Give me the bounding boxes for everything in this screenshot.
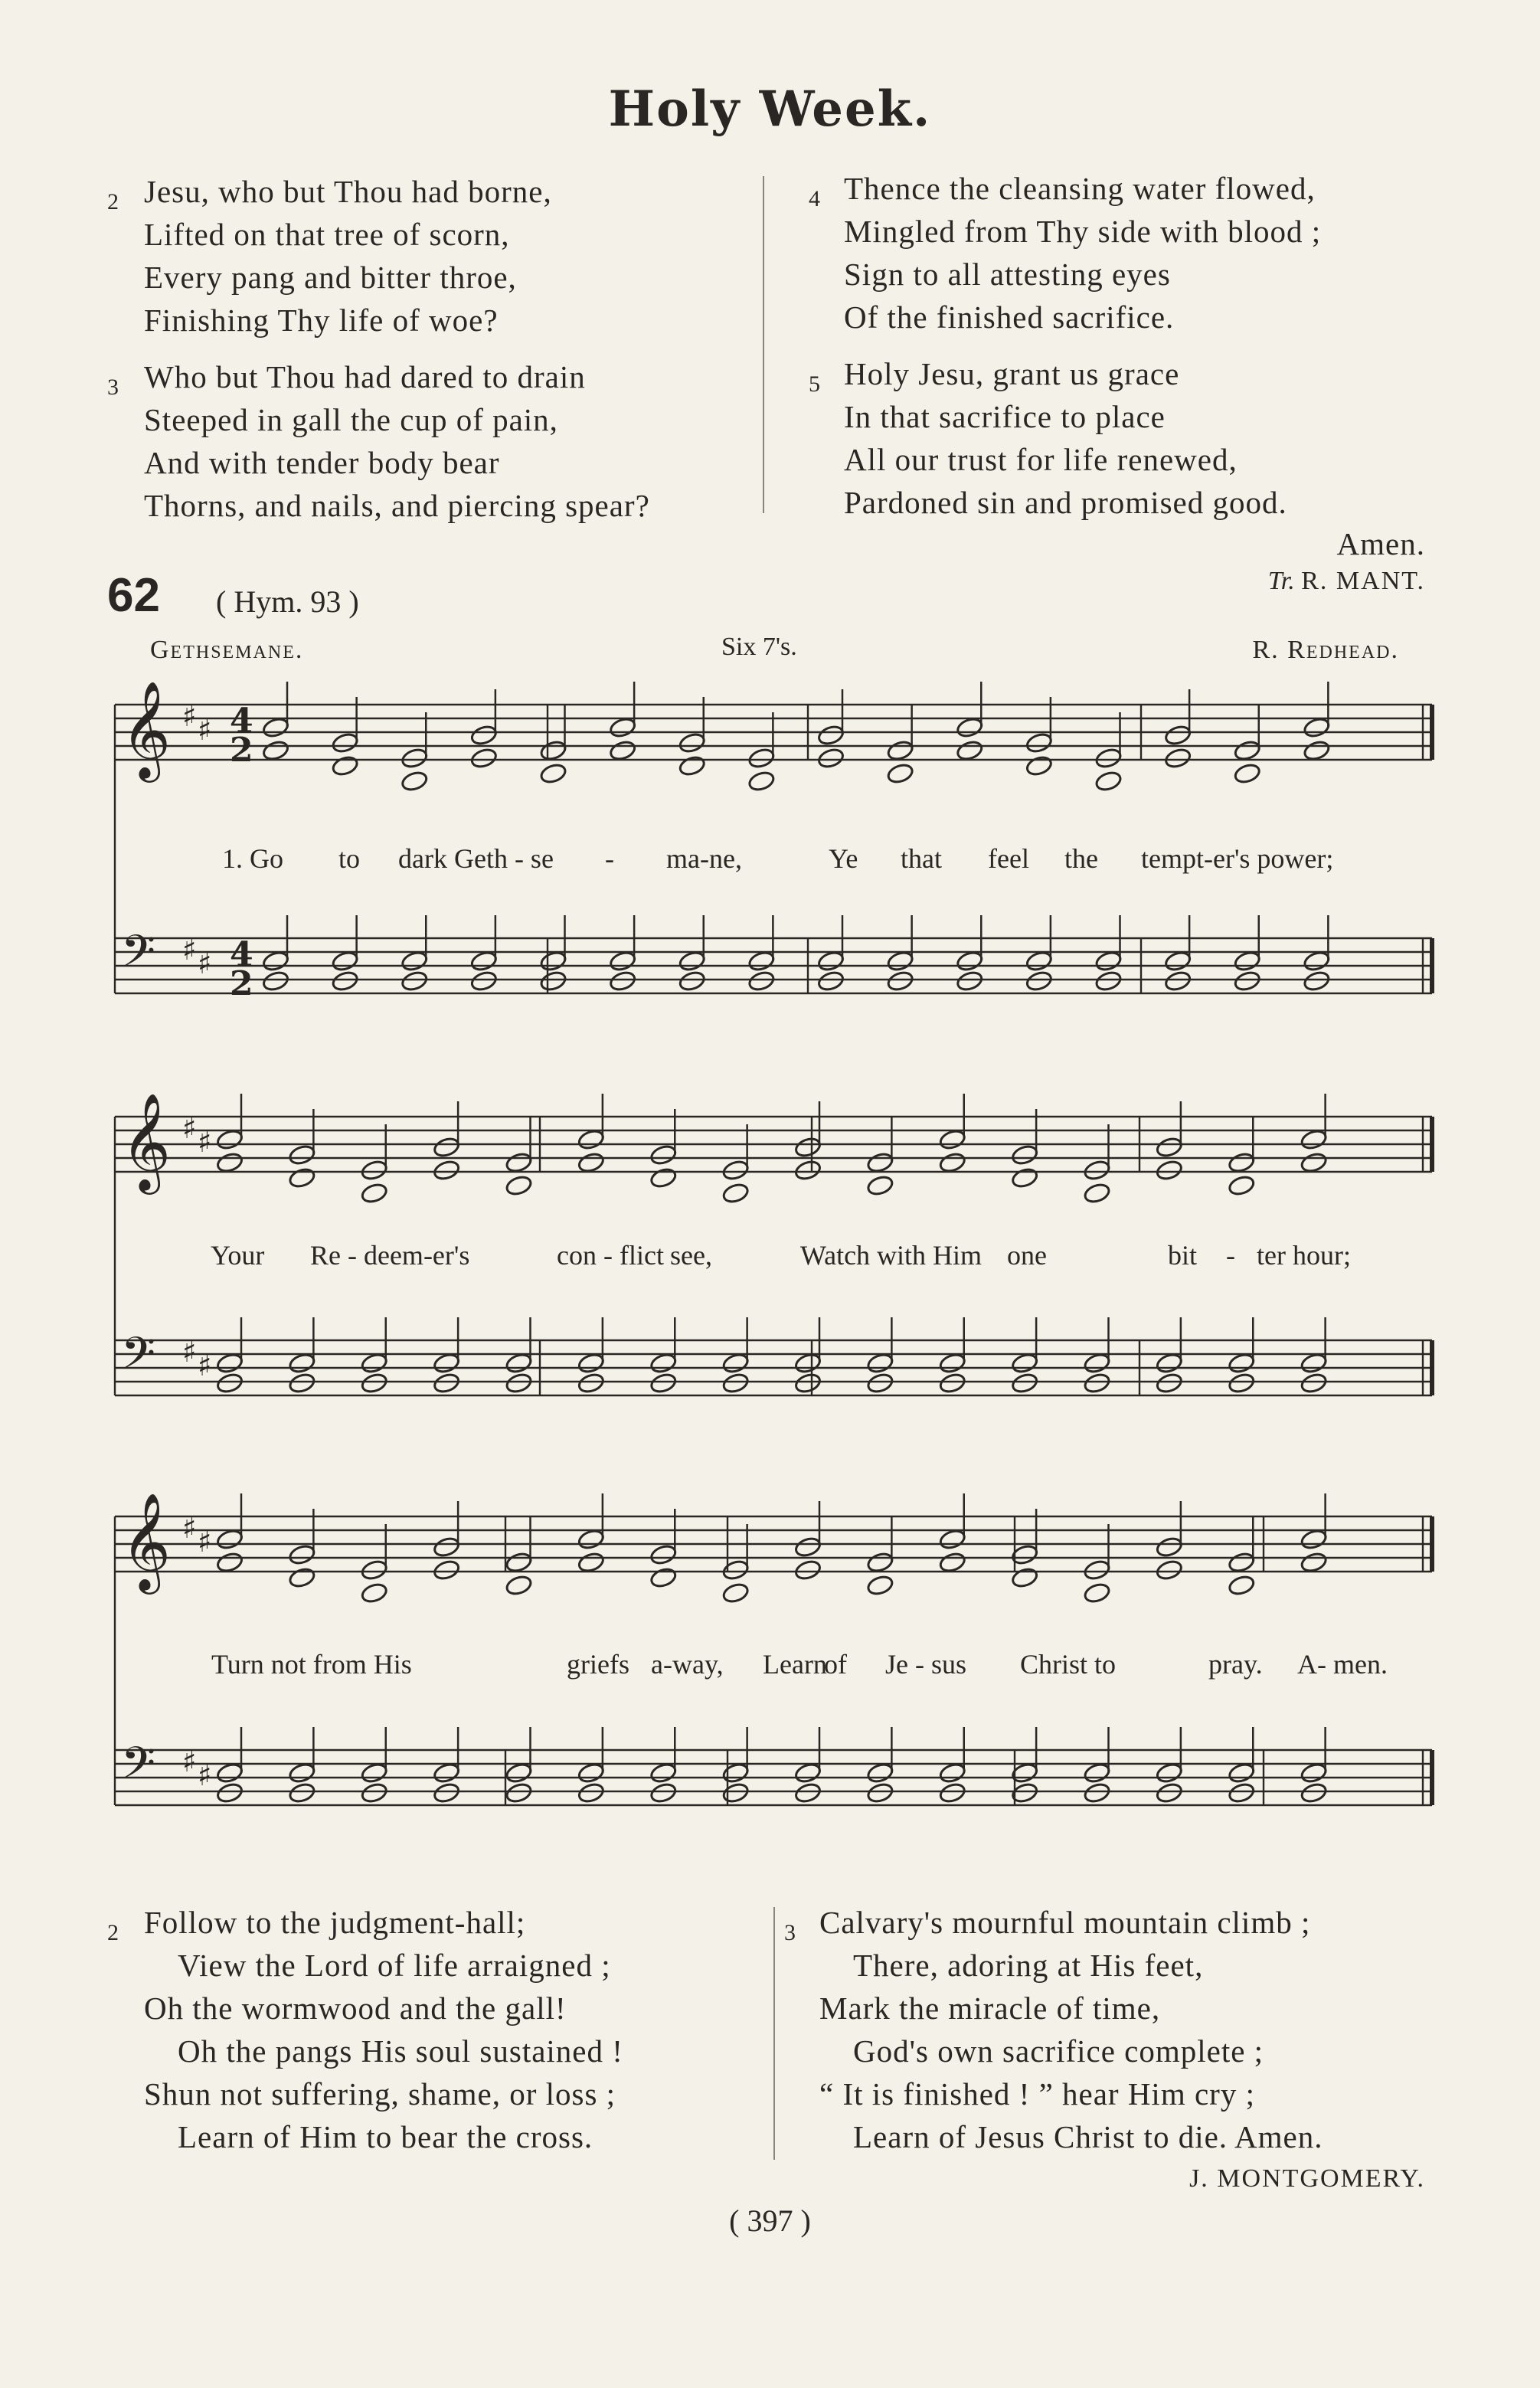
verse-line: Thence the cleansing water flowed, [844, 171, 1316, 206]
lyric-syllable: Je - sus [885, 1649, 966, 1680]
note-head-icon [747, 747, 776, 770]
page-number: ( 397 ) [729, 2203, 811, 2238]
verse-2-lower [107, 1901, 623, 2158]
note-head-icon [817, 950, 845, 973]
note-head-icon [433, 1781, 461, 1804]
sharp-icon: ♯ [198, 947, 212, 980]
lyric-syllable: Learn [763, 1649, 827, 1680]
lyric-syllable: A- men. [1297, 1649, 1388, 1680]
sharp-icon: ♯ [182, 1335, 197, 1369]
treble-clef-icon: 𝄞 [121, 1492, 172, 1590]
note-head-icon [1011, 1372, 1039, 1395]
note-head-icon [360, 1582, 388, 1605]
author-credit: J. MONTGOMERY. [1189, 2164, 1425, 2193]
note-head-icon [1300, 1528, 1328, 1551]
verse-number: 3 [107, 375, 119, 400]
verse-line: Sign to all attesting eyes [844, 257, 1171, 292]
note-head-icon [577, 1781, 605, 1804]
verse-line: Every pang and bitter throe, [144, 260, 517, 295]
time-signature-icon: 4 [230, 935, 253, 974]
verse-line: Thorns, and nails, and piercing spear? [144, 488, 650, 523]
note-head-icon [577, 1151, 605, 1174]
note-head-icon [649, 1166, 678, 1189]
note-head-icon [1300, 1151, 1328, 1174]
note-head-icon [577, 1551, 605, 1574]
note-head-icon [1164, 950, 1192, 973]
note-head-icon [794, 1781, 822, 1804]
bass-clef-icon: 𝄢 [121, 925, 156, 988]
note-head-icon [956, 716, 984, 739]
lyric-syllable: tempt-er's power; [1141, 843, 1334, 874]
note-head-icon [1300, 1781, 1328, 1804]
note-head-icon [505, 1352, 533, 1375]
note-head-icon [649, 1352, 678, 1375]
lyrics-line-2 [211, 1239, 1405, 1276]
note-head-icon [505, 1151, 533, 1174]
note-head-icon [469, 970, 498, 993]
note-head-icon [216, 1551, 244, 1574]
lyric-syllable: the [1064, 843, 1098, 874]
note-head-icon [866, 1551, 894, 1574]
lyric-syllable: Ye [829, 843, 858, 874]
note-head-icon [721, 1781, 750, 1804]
note-head-icon [288, 1566, 316, 1589]
note-head-icon [1083, 1762, 1111, 1784]
lyric-syllable: a-way, [651, 1649, 724, 1680]
note-head-icon [886, 739, 914, 762]
note-head-icon [747, 950, 776, 973]
note-head-icon [401, 950, 429, 973]
note-head-icon [360, 1352, 388, 1375]
note-head-icon [1083, 1582, 1111, 1605]
note-head-icon [288, 1762, 316, 1784]
note-head-icon [886, 950, 914, 973]
note-head-icon [956, 739, 984, 762]
lyric-syllable: of [824, 1649, 847, 1680]
note-head-icon [1083, 1159, 1111, 1182]
treble-clef-icon: 𝄞 [121, 1092, 172, 1190]
note-head-icon [866, 1762, 894, 1784]
note-head-icon [938, 1372, 966, 1395]
note-head-icon [1233, 970, 1261, 993]
verse-line: All our trust for life renewed, [844, 442, 1238, 477]
note-head-icon [1303, 739, 1331, 762]
verse-number: 3 [784, 1920, 796, 1945]
note-head-icon [1094, 950, 1123, 973]
note-head-icon [1300, 1762, 1328, 1784]
sharp-icon: ♯ [198, 713, 212, 747]
note-head-icon [817, 724, 845, 747]
lyric-syllable: to [338, 843, 361, 874]
note-head-icon [794, 1536, 822, 1559]
note-head-icon [1083, 1352, 1111, 1375]
note-head-icon [360, 1372, 388, 1395]
note-head-icon [331, 950, 359, 973]
note-head-icon [539, 739, 567, 762]
note-head-icon [577, 1372, 605, 1395]
note-head-icon [678, 970, 706, 993]
lyric-syllable: griefs [567, 1649, 629, 1680]
verse-line: Jesu, who but Thou had borne, [144, 174, 552, 209]
lyric-syllable: Christ to [1020, 1649, 1117, 1680]
lyric-syllable: feel [988, 843, 1029, 874]
verse-number: 2 [107, 189, 119, 214]
time-signature-icon: 2 [230, 731, 253, 770]
lyric-syllable: 1. Go [222, 843, 283, 874]
note-head-icon [649, 1143, 678, 1166]
note-head-icon [1094, 747, 1123, 770]
verse-line: Lifted on that tree of scorn, [144, 217, 510, 252]
sharp-icon: ♯ [182, 699, 197, 733]
note-head-icon [938, 1762, 966, 1784]
lyric-syllable: con - flict [557, 1240, 664, 1271]
note-head-icon [1164, 970, 1192, 993]
note-head-icon [1233, 739, 1261, 762]
note-head-icon [288, 1166, 316, 1189]
sharp-icon: ♯ [198, 1758, 212, 1792]
note-head-icon [1228, 1574, 1256, 1597]
note-head-icon [609, 950, 637, 973]
note-head-icon [1083, 1372, 1111, 1395]
note-head-icon [678, 754, 706, 777]
verse-line: Oh the pangs His soul sustained ! [178, 2033, 623, 2069]
verse-line: Holy Jesu, grant us grace [844, 356, 1180, 391]
note-head-icon [401, 747, 429, 770]
note-head-icon [649, 1543, 678, 1566]
note-head-icon [288, 1372, 316, 1395]
note-head-icon [216, 1128, 244, 1151]
note-head-icon [1228, 1174, 1256, 1197]
note-head-icon [401, 770, 429, 793]
note-head-icon [288, 1352, 316, 1375]
note-head-icon [1025, 970, 1053, 993]
note-head-icon [539, 970, 567, 993]
note-head-icon [262, 739, 290, 762]
note-head-icon [433, 1762, 461, 1784]
note-head-icon [360, 1182, 388, 1205]
note-head-icon [1155, 1159, 1183, 1182]
note-head-icon [866, 1151, 894, 1174]
sharp-icon: ♯ [198, 1125, 212, 1159]
column-divider [773, 1907, 775, 2160]
lyric-syllable: dark Geth - se [398, 843, 554, 874]
note-head-icon [1155, 1559, 1183, 1582]
note-head-icon [1155, 1352, 1183, 1375]
note-head-icon [938, 1551, 966, 1574]
time-signature-icon: 2 [230, 964, 253, 1003]
verse-line: Steeped in gall the cup of pain, [144, 402, 558, 437]
composer: R. Redhead. [1252, 636, 1399, 664]
sharp-icon: ♯ [198, 1349, 212, 1382]
note-head-icon [433, 1352, 461, 1375]
lyric-syllable: Your [211, 1240, 265, 1271]
note-head-icon [747, 770, 776, 793]
note-head-icon [262, 970, 290, 993]
note-head-icon [288, 1143, 316, 1166]
lyrics-line-1 [222, 842, 1417, 879]
note-head-icon [1011, 1166, 1039, 1189]
note-head-icon [886, 970, 914, 993]
sharp-icon: ♯ [182, 1511, 197, 1545]
note-head-icon [866, 1574, 894, 1597]
bass-clef-icon: 𝄢 [121, 1327, 156, 1390]
note-head-icon [1233, 950, 1261, 973]
credit-prefix: Tr. [1267, 567, 1295, 595]
note-head-icon [609, 716, 637, 739]
treble-clef-icon: 𝄞 [121, 680, 172, 778]
verse-number: 5 [809, 371, 821, 397]
note-head-icon [433, 1559, 461, 1582]
note-head-icon [721, 1159, 750, 1182]
note-head-icon [1233, 762, 1261, 785]
note-head-icon [1228, 1352, 1256, 1375]
note-head-icon [216, 1528, 244, 1551]
verse-line: Learn of Jesus Christ to die. Amen. [853, 2119, 1323, 2154]
note-head-icon [1155, 1536, 1183, 1559]
verse-line: Of the finished sacrifice. [844, 299, 1175, 335]
note-head-icon [956, 970, 984, 993]
note-head-icon [401, 970, 429, 993]
lyric-syllable: pray. [1208, 1649, 1263, 1680]
note-head-icon [216, 1372, 244, 1395]
note-head-icon [360, 1159, 388, 1182]
lyric-syllable: - [605, 843, 614, 874]
note-head-icon [469, 950, 498, 973]
sharp-icon: ♯ [182, 1745, 197, 1778]
note-head-icon [360, 1762, 388, 1784]
verse-line: Follow to the judgment-hall; [144, 1905, 526, 1940]
note-head-icon [331, 731, 359, 754]
note-head-icon [649, 1762, 678, 1784]
verse-3-lower [784, 1901, 1323, 2158]
note-head-icon [505, 1781, 533, 1804]
verse-line: In that sacrifice to place [844, 399, 1166, 434]
note-head-icon [1083, 1182, 1111, 1205]
note-head-icon [1228, 1781, 1256, 1804]
amen-upper: Amen. [1336, 526, 1425, 561]
note-head-icon [886, 762, 914, 785]
note-head-icon [433, 1159, 461, 1182]
verse-line: God's own sacrifice complete ; [853, 2033, 1264, 2069]
note-head-icon [216, 1781, 244, 1804]
note-head-icon [262, 950, 290, 973]
note-head-icon [433, 1136, 461, 1159]
note-head-icon [794, 1136, 822, 1159]
note-head-icon [938, 1128, 966, 1151]
note-head-icon [1094, 970, 1123, 993]
note-head-icon [817, 747, 845, 770]
verse-line: “ It is finished ! ” hear Him cry ; [819, 2076, 1255, 2112]
verse-line: Learn of Him to bear the cross. [178, 2119, 593, 2154]
note-head-icon [1155, 1372, 1183, 1395]
note-head-icon [1094, 770, 1123, 793]
note-head-icon [721, 1182, 750, 1205]
note-head-icon [288, 1543, 316, 1566]
note-head-icon [1155, 1781, 1183, 1804]
lyric-syllable: that [901, 843, 942, 874]
note-head-icon [678, 731, 706, 754]
verse-line: Oh the wormwood and the gall! [144, 1991, 567, 2026]
note-head-icon [866, 1352, 894, 1375]
lyrics-line-3 [211, 1648, 1421, 1685]
note-head-icon [433, 1372, 461, 1395]
note-head-icon [1011, 1352, 1039, 1375]
lyric-syllable: Turn not from His [211, 1649, 412, 1680]
lyric-syllable: bit [1168, 1240, 1198, 1271]
verse-number: 2 [107, 1920, 119, 1945]
verse-line: Who but Thou had dared to drain [144, 359, 586, 394]
note-head-icon [469, 724, 498, 747]
verse-line: Shun not suffering, shame, or loss ; [144, 2076, 616, 2112]
lyric-syllable: - [1226, 1240, 1235, 1271]
note-head-icon [649, 1566, 678, 1589]
note-head-icon [331, 970, 359, 993]
note-head-icon [721, 1582, 750, 1605]
lyric-syllable: Re - deem-er's [310, 1240, 470, 1271]
note-head-icon [1228, 1762, 1256, 1784]
note-head-icon [1228, 1372, 1256, 1395]
note-head-icon [216, 1762, 244, 1784]
note-head-icon [649, 1372, 678, 1395]
note-head-icon [1011, 1143, 1039, 1166]
note-head-icon [1228, 1551, 1256, 1574]
bass-clef-icon: 𝄢 [121, 1737, 156, 1800]
note-head-icon [1303, 970, 1331, 993]
verse-line: View the Lord of life arraigned ; [178, 1948, 611, 1983]
note-head-icon [609, 739, 637, 762]
lyric-syllable: one [1007, 1240, 1047, 1271]
note-head-icon [1300, 1372, 1328, 1395]
hymn-reference: ( Hym. 93 ) [216, 584, 359, 619]
note-head-icon [1164, 747, 1192, 770]
note-head-icon [817, 970, 845, 993]
note-head-icon [649, 1781, 678, 1804]
note-head-icon [794, 1159, 822, 1182]
note-head-icon [1083, 1781, 1111, 1804]
note-head-icon [216, 1352, 244, 1375]
note-head-icon [1025, 731, 1053, 754]
note-head-icon [938, 1528, 966, 1551]
note-head-icon [1300, 1352, 1328, 1375]
verse-line: Mingled from Thy side with blood ; [844, 214, 1322, 249]
note-head-icon [1303, 950, 1331, 973]
note-head-icon [577, 1128, 605, 1151]
verse-line: Finishing Thy life of woe? [144, 303, 499, 338]
note-head-icon [1025, 950, 1053, 973]
note-head-icon [866, 1372, 894, 1395]
note-head-icon [938, 1781, 966, 1804]
lyric-syllable: ter hour; [1257, 1240, 1351, 1271]
note-head-icon [331, 754, 359, 777]
verse-line: Mark the miracle of time, [819, 1991, 1161, 2026]
meter: Six 7's. [721, 633, 797, 661]
note-head-icon [577, 1352, 605, 1375]
hymn-number: 62 [107, 569, 160, 622]
note-head-icon [678, 950, 706, 973]
note-head-icon [1300, 1128, 1328, 1151]
verse-line: There, adoring at His feet, [853, 1948, 1204, 1983]
verse-line: And with tender body bear [144, 445, 500, 480]
note-head-icon [360, 1781, 388, 1804]
note-head-icon [794, 1762, 822, 1784]
verse-line: Pardoned sin and promised good. [844, 485, 1287, 520]
credit-name: R. MANT. [1301, 567, 1425, 595]
lyric-syllable: ma-ne, [666, 843, 742, 874]
note-head-icon [505, 1174, 533, 1197]
note-head-icon [288, 1781, 316, 1804]
note-head-icon [721, 1352, 750, 1375]
note-head-icon [505, 1372, 533, 1395]
note-head-icon [1228, 1151, 1256, 1174]
verse-line: Calvary's mournful mountain climb ; [819, 1905, 1311, 1940]
note-head-icon [866, 1781, 894, 1804]
note-head-icon [505, 1551, 533, 1574]
note-head-icon [469, 747, 498, 770]
note-head-icon [721, 1559, 750, 1582]
note-head-icon [866, 1174, 894, 1197]
note-head-icon [505, 1574, 533, 1597]
note-head-icon [794, 1352, 822, 1375]
note-head-icon [539, 762, 567, 785]
note-head-icon [1300, 1551, 1328, 1574]
verse-number: 4 [809, 186, 821, 211]
note-head-icon [262, 716, 290, 739]
note-head-icon [539, 950, 567, 973]
lyric-syllable: see, [670, 1240, 712, 1271]
tune-name: Gethsemane. [150, 636, 304, 664]
note-head-icon [1164, 724, 1192, 747]
note-head-icon [577, 1762, 605, 1784]
note-head-icon [433, 1536, 461, 1559]
time-signature-icon: 4 [230, 702, 253, 741]
sharp-icon: ♯ [182, 933, 197, 967]
note-head-icon [1155, 1762, 1183, 1784]
note-head-icon [721, 1372, 750, 1395]
note-head-icon [956, 950, 984, 973]
note-head-icon [794, 1372, 822, 1395]
note-head-icon [1155, 1136, 1183, 1159]
note-head-icon [938, 1151, 966, 1174]
note-head-icon [747, 970, 776, 993]
note-head-icon [1083, 1559, 1111, 1582]
note-head-icon [721, 1762, 750, 1784]
note-head-icon [1025, 754, 1053, 777]
note-head-icon [938, 1352, 966, 1375]
sharp-icon: ♯ [198, 1525, 212, 1559]
note-head-icon [609, 970, 637, 993]
note-head-icon [505, 1762, 533, 1784]
note-head-icon [794, 1559, 822, 1582]
note-head-icon [216, 1151, 244, 1174]
page-title: Holy Week. [608, 80, 932, 138]
note-head-icon [1303, 716, 1331, 739]
note-head-icon [360, 1559, 388, 1582]
note-head-icon [577, 1528, 605, 1551]
lyric-syllable: Watch with Him [800, 1240, 983, 1271]
sharp-icon: ♯ [182, 1111, 197, 1145]
